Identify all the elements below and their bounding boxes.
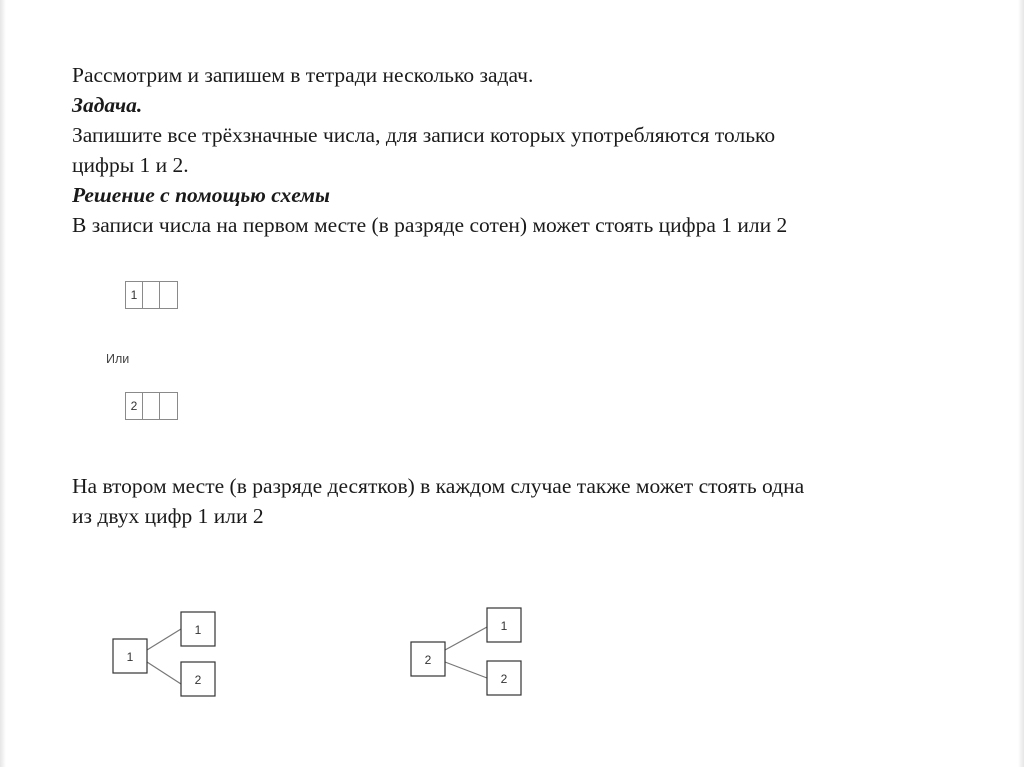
- step2-line-2: из двух цифр 1 или 2: [72, 504, 264, 528]
- solution-heading: Решение с помощью схемы: [72, 183, 330, 207]
- task-text-line-1: Запишите все трёхзначные числа, для записи которых употребляются только: [72, 123, 776, 147]
- or-label: Или: [106, 352, 130, 366]
- tree-root-2: [411, 608, 521, 695]
- task-text-line-2: цифры 1 и 2.: [72, 153, 189, 177]
- branch-line: [445, 662, 487, 678]
- root-node-label: 1: [126, 650, 134, 664]
- hundreds-cell: 2: [126, 393, 143, 419]
- branch-line: [147, 629, 181, 650]
- branch-line: [147, 662, 181, 684]
- task-heading: Задача.: [72, 93, 143, 117]
- root-node-label: 2: [424, 653, 432, 667]
- hundreds-cell: 1: [126, 282, 143, 308]
- intro-line: Рассмотрим и запишем в тетради несколько задач.: [72, 63, 534, 87]
- branch-line: [445, 627, 487, 650]
- step1-text: В записи числа на первом месте (в разряде сотен) может стоять цифра 1 или 2: [72, 213, 788, 237]
- branch-node-label: 1: [194, 623, 202, 637]
- branch-node-label: 2: [194, 673, 202, 687]
- step2-line-1: На втором месте (в разряде десятков) в каждом случае также может стоять одна: [72, 474, 805, 498]
- branch-node-label: 1: [500, 619, 508, 633]
- branch-node-label: 2: [500, 672, 508, 686]
- tree-root-1: [113, 612, 215, 696]
